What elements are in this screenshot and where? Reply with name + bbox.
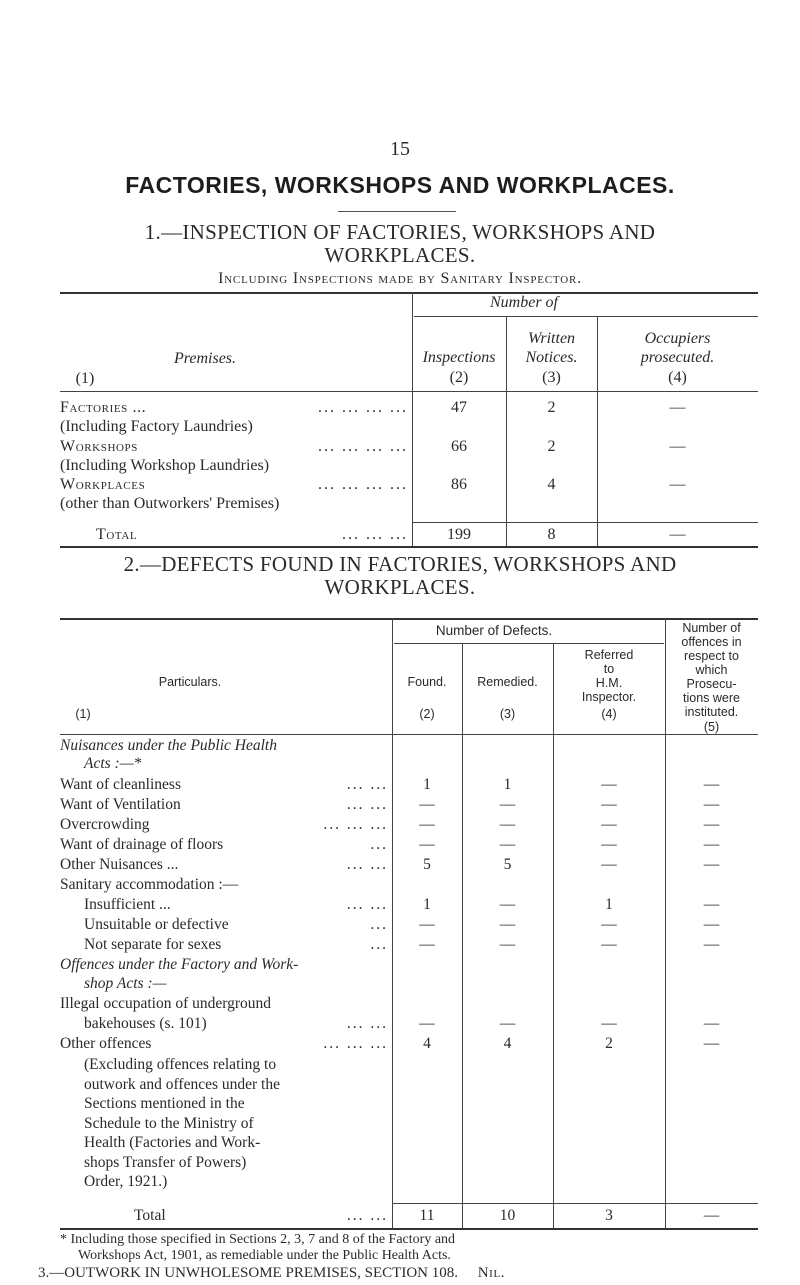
row-label: Unsuitable or defective xyxy=(84,916,229,933)
excluding-line: shops Transfer of Powers) xyxy=(84,1153,247,1171)
col-referred-l1: Referred xyxy=(584,648,634,662)
leader-dots: ... ... ... xyxy=(342,526,408,543)
total-found: 11 xyxy=(419,1207,435,1224)
col-remedied: Remedied. xyxy=(477,675,538,689)
cell-inspections: 47 xyxy=(451,399,467,416)
leader-dots: ... ... xyxy=(346,776,388,793)
row-label: Overcrowding xyxy=(60,816,150,833)
cell-offences: — xyxy=(703,896,720,913)
cell-notices: 4 xyxy=(547,476,556,493)
cell-remedied: — xyxy=(499,816,516,833)
table2-bottom-rule xyxy=(60,1228,758,1230)
cell-remedied: — xyxy=(499,1015,516,1032)
cell-offences: — xyxy=(703,776,720,793)
leader-dots: ... ... ... xyxy=(323,1035,388,1052)
cell-referred: — xyxy=(601,816,617,833)
total-remedied: 10 xyxy=(499,1207,516,1224)
heading-public-health-l1: Nuisances under the Public Health xyxy=(60,737,277,754)
total-notices: 8 xyxy=(547,526,556,543)
col-offences-num: (5) xyxy=(703,720,720,734)
col-premises: Premises. xyxy=(173,350,237,367)
col-particulars: Particulars. xyxy=(158,675,222,689)
table1-total-rule xyxy=(412,522,758,523)
row-label: Not separate for sexes xyxy=(84,936,222,953)
row-label: Insufficient ... xyxy=(84,896,171,913)
total-inspections: 199 xyxy=(447,526,471,543)
col-notices-l2: Notices. xyxy=(525,349,578,366)
cell-found: 1 xyxy=(423,776,431,793)
cell-remedied: 4 xyxy=(503,1035,512,1052)
page-number: 15 xyxy=(390,138,410,160)
cell-referred: — xyxy=(601,796,617,813)
cell-inspections: 86 xyxy=(451,476,467,493)
cell-found: — xyxy=(419,916,435,933)
total-referred: 3 xyxy=(605,1207,613,1224)
leader-dots: ... ... xyxy=(346,856,388,873)
section3-line1: 3.—OUTWORK IN UNWHOLESOME PREMISES, SECTION xyxy=(38,1265,428,1281)
cell-remedied: — xyxy=(499,936,516,953)
col-particulars-num: (1) xyxy=(75,707,91,721)
main-title: FACTORIES, WORKSHOPS AND WORKPLACES. xyxy=(125,172,675,198)
footnote-line2: Workshops Act, 1901, as remediable under the Public Health Acts. xyxy=(78,1248,451,1263)
cell-found: 1 xyxy=(423,896,431,913)
cell-remedied: — xyxy=(499,836,516,853)
excluding-line: (Excluding offences relating to xyxy=(84,1056,277,1073)
row-label: Workshops xyxy=(60,438,138,455)
cell-referred: 2 xyxy=(605,1035,613,1052)
leader-dots: ... ... ... ... xyxy=(318,438,408,455)
leader-dots: ... ... ... ... xyxy=(318,476,408,493)
section3-nil: Nil. xyxy=(477,1265,506,1281)
cell-found: — xyxy=(419,936,435,953)
cell-remedied: — xyxy=(499,896,516,913)
row-note: (Including Factory Laundries) xyxy=(60,418,253,435)
row-label: Other offences xyxy=(60,1035,152,1052)
title-rule xyxy=(338,211,456,212)
col-prosecuted-num: (4) xyxy=(668,369,687,386)
table2-total-rule xyxy=(392,1203,758,1204)
row-note: (Including Workshop Laundries) xyxy=(60,457,270,474)
row-note: (other than Outworkers' Premises) xyxy=(60,495,280,512)
cell-prosecuted: — xyxy=(669,438,686,455)
col-found: Found. xyxy=(407,675,447,689)
row-label: bakehouses (s. 101) xyxy=(84,1015,207,1032)
excluding-line: outwork and offences under the xyxy=(84,1075,280,1093)
leader-dots: ... ... xyxy=(346,896,388,913)
excluding-line: Order, 1921.) xyxy=(84,1173,168,1190)
col-premises-num: (1) xyxy=(75,370,95,387)
cell-notices: 2 xyxy=(547,399,556,416)
col-referred xyxy=(553,648,665,704)
col-found-num: (2) xyxy=(419,707,435,721)
col-referred-l2: to xyxy=(603,662,615,676)
col-prosecuted-l1: Occupiers xyxy=(644,330,711,347)
table2-top-rule xyxy=(60,618,758,620)
col-inspections: Inspections xyxy=(422,349,496,366)
excluding-line: Health (Factories and Work- xyxy=(84,1134,261,1151)
cell-offences: — xyxy=(703,1035,720,1052)
illegal-occupation-l1: Illegal occupation of underground xyxy=(60,995,272,1012)
cell-found: 5 xyxy=(423,856,431,873)
heading-factory-acts-l1: Offences under the Factory and Work- xyxy=(60,956,299,973)
col-referred-num: (4) xyxy=(601,707,617,721)
cell-referred: — xyxy=(601,776,617,793)
row-label: Want of Ventilation xyxy=(60,796,181,813)
section3-heading xyxy=(38,1265,778,1282)
leader-dots: ... ... xyxy=(346,1207,388,1224)
table2-header-rule xyxy=(60,734,758,735)
cell-offences: — xyxy=(703,796,720,813)
leader-dots: ... ... xyxy=(346,1015,388,1032)
leader-dots: ... ... xyxy=(346,796,388,813)
col-offences-l4: which xyxy=(695,663,728,677)
total-label: Total xyxy=(134,1207,166,1224)
footnote xyxy=(60,1232,760,1264)
cell-remedied: 1 xyxy=(503,776,512,793)
section1-heading-line1: 1.—INSPECTION OF FACTORIES, WORKSHOPS AND xyxy=(144,220,656,244)
cell-offences: — xyxy=(703,836,720,853)
col-notices-l1: Written xyxy=(527,330,576,347)
cell-referred: — xyxy=(601,916,617,933)
col-offences-l3: respect to xyxy=(684,649,739,663)
table1-top-rule xyxy=(60,292,758,294)
row-label: Factories ... xyxy=(60,399,147,416)
cell-referred: — xyxy=(601,936,617,953)
cell-referred: — xyxy=(601,836,617,853)
leader-dots: ... xyxy=(370,836,388,853)
table2-group-header: Number of Defects. xyxy=(435,623,553,638)
row-label: Workplaces xyxy=(60,476,146,493)
total-label: Total xyxy=(96,526,138,543)
cell-remedied: 5 xyxy=(503,856,512,873)
excluding-note xyxy=(84,1055,388,1192)
col-offences-l6: tions were xyxy=(683,691,740,705)
table1-group-rule xyxy=(414,316,758,317)
col-offences-l7: instituted. xyxy=(684,705,739,719)
cell-offences: — xyxy=(703,1015,720,1032)
cell-referred: — xyxy=(601,1015,617,1032)
col-referred-l3: H.M. xyxy=(595,676,623,690)
col-notices-num: (3) xyxy=(542,369,561,386)
excluding-line: Schedule to the Ministry of xyxy=(84,1114,254,1132)
section3-line2-number: 108. xyxy=(431,1265,458,1281)
heading-public-health-l2: Acts :—* xyxy=(84,755,142,772)
col-inspections-num: (2) xyxy=(449,369,469,386)
table1-group-header: Number of xyxy=(490,294,558,311)
cell-inspections: 66 xyxy=(451,438,467,455)
cell-remedied: — xyxy=(499,796,516,813)
total-prosecuted: — xyxy=(669,526,686,543)
col-offences-l2: offences in xyxy=(681,635,742,649)
footnote-line1: * Including those specified in Sections 2, 3, 7 and 8 of the Factory and xyxy=(60,1232,456,1247)
cell-offences: — xyxy=(703,936,720,953)
row-label: Other Nuisances ... xyxy=(60,856,179,873)
cell-found: — xyxy=(419,796,435,813)
cell-found: 4 xyxy=(423,1035,431,1052)
excluding-line: Sections mentioned in the xyxy=(84,1095,245,1112)
heading-factory-acts-l2: shop Acts :— xyxy=(84,975,167,992)
row-label: Want of cleanliness xyxy=(60,776,181,793)
cell-found: — xyxy=(419,1015,435,1032)
cell-prosecuted: — xyxy=(669,399,686,416)
col-referred-l4: Inspector. xyxy=(581,690,637,704)
col-prosecuted-l2: prosecuted. xyxy=(640,349,715,366)
section1-heading-line2: WORKPLACES. xyxy=(324,243,476,267)
table1-bottom-rule xyxy=(60,546,758,548)
cell-prosecuted: — xyxy=(669,476,686,493)
cell-remedied: — xyxy=(499,916,516,933)
col-offences xyxy=(665,621,758,719)
cell-offences: — xyxy=(703,916,720,933)
row-label: Want of drainage of floors xyxy=(60,836,224,853)
section1-subheading: Including Inspections made by Sanitary Inspector. xyxy=(218,270,582,287)
cell-found: — xyxy=(419,816,435,833)
cell-found: — xyxy=(419,836,435,853)
leader-dots: ... xyxy=(370,936,388,953)
cell-referred: — xyxy=(601,856,617,873)
section2-heading-line2: WORKPLACES. xyxy=(324,575,476,599)
col-offences-l1: Number of xyxy=(682,621,741,635)
col-remedied-num: (3) xyxy=(499,707,516,721)
sanitary-heading: Sanitary accommodation :— xyxy=(60,876,239,893)
leader-dots: ... xyxy=(370,916,388,933)
cell-notices: 2 xyxy=(547,438,556,455)
cell-offences: — xyxy=(703,856,720,873)
leader-dots: ... ... ... ... xyxy=(318,399,408,416)
leader-dots: ... ... ... xyxy=(323,816,388,833)
table1-header-rule xyxy=(60,391,758,392)
cell-referred: 1 xyxy=(605,896,613,913)
col-offences-l5: Prosecu- xyxy=(686,677,737,691)
table2-group-rule xyxy=(394,643,664,644)
total-offences: — xyxy=(703,1207,720,1224)
section2-heading-line1: 2.—DEFECTS FOUND IN FACTORIES, WORKSHOPS AND xyxy=(123,552,677,576)
cell-offences: — xyxy=(703,816,720,833)
